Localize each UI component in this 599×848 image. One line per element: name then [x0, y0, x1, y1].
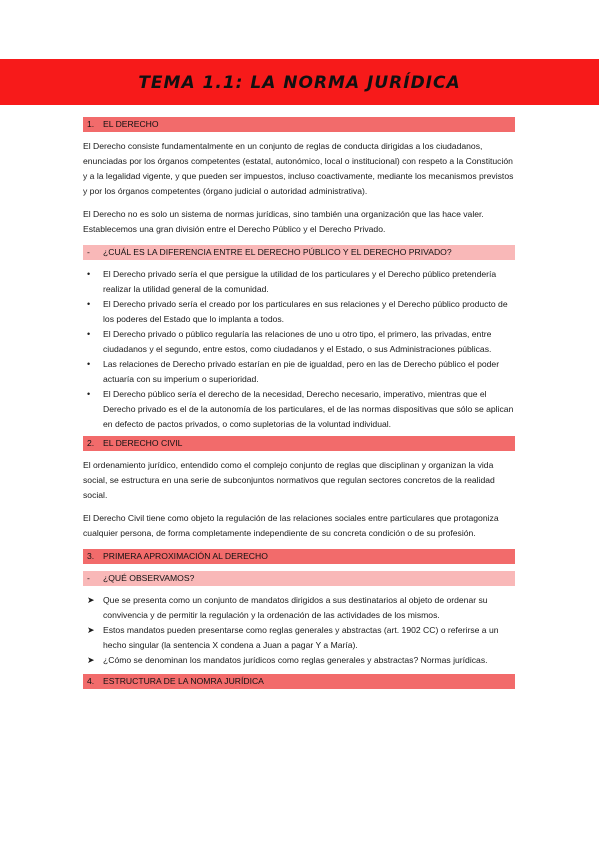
- bullet-icon: •: [87, 269, 91, 279]
- bullet-icon: •: [87, 359, 91, 369]
- bullet-icon: •: [87, 299, 91, 309]
- paragraph: El Derecho no es solo un sistema de normas jurídicas, sino también una organización que las hace valer. Establecemos una gran división entre el Derecho Público y el Derecho Privado.: [83, 209, 484, 234]
- paragraph: El ordenamiento jurídico, entendido como el complejo conjunto de reglas que disciplinan y organizan la vida social, se estructura en una serie de subconjuntos normativos que regulan sectores concretos de la realidad social.: [83, 460, 495, 500]
- document-body: [83, 117, 515, 696]
- list-item: ➤ Estos mandatos pueden presentarse como reglas generales y abstractas (art. 1902 CC) o referirse a un hecho singular (la sentencia X condena a Juan a pagar Y a María).: [87, 625, 499, 650]
- list-item: • El Derecho privado sería el que persigue la utilidad de los particulares y el Derecho público pretendería realizar la utilidad general de la comunidad.: [87, 269, 497, 294]
- section-heading-4: 4. ESTRUCTURA DE LA NOMRA JURÍDICA: [83, 674, 515, 689]
- section-heading-1: 1. EL DERECHO: [83, 117, 515, 132]
- section-heading-2: 2. EL DERECHO CIVIL: [83, 436, 515, 451]
- bullet-icon: •: [87, 389, 91, 399]
- section-heading-3: 3. PRIMERA APROXIMACIÓN AL DERECHO: [83, 549, 515, 564]
- list-item: • El Derecho privado o público regularía las relaciones de uno u otro tipo, el primero, las privadas, entre ciudadanos y el segundo, entre estos, como ciudadanos y el Estado, o sus Administraciones públicas.: [87, 329, 492, 354]
- paragraph: El Derecho Civil tiene como objeto la regulación de las relaciones sociales entre particulares que protagoniza cualquier persona, de forma completamente independiente de su concreta condición o de su profesión.: [83, 513, 499, 538]
- list-item: • El Derecho público sería el derecho de la necesidad, Derecho necesario, imperativo, mientras que el Derecho privado es el de la autonomía de los particulares, el de las normas dispositivas que sólo se aplican en defecto de pactos privados, o como supletorias de la voluntad individual.: [87, 389, 514, 429]
- arrow-bullet-icon: ➤: [87, 655, 95, 665]
- list-item: • Las relaciones de Derecho privado estarían en pie de igualdad, pero en las de Derecho público el poder actuaría con su imperium o superioridad.: [87, 359, 500, 384]
- paragraph: El Derecho consiste fundamentalmente en un conjunto de reglas de conducta dirigidas a los ciudadanos, enunciadas por los órganos competentes (estatal, autonómico, local o institucional) con respeto a la Constitución y a la legalidad vigente, y que pueden ser impuestos, incluso coactivamente, mediante los mecanismos previstos y por los órganos competentes (órgano judicial o autoridad administrativa).: [83, 141, 514, 196]
- bullet-list: [83, 267, 515, 432]
- page-title: TEMA 1.1: LA NORMA JURÍDICA: [138, 73, 461, 93]
- list-item: ➤ ¿Cómo se denominan los mandatos jurídicos como reglas generales y abstractas? Normas jurídicas.: [83, 653, 515, 668]
- list-item: • El Derecho privado sería el creado por los particulares en sus relaciones y el Derecho público producto de los poderes del Estado que lo implanta a todos.: [87, 299, 508, 324]
- subsection-heading-3: - ¿QUÉ OBSERVAMOS?: [83, 571, 515, 586]
- subsection-heading-1: - ¿CUÁL ES LA DIFERENCIA ENTRE EL DERECHO PÚBLICO Y EL DERECHO PRIVADO?: [83, 245, 515, 260]
- arrow-bullet-icon: ➤: [87, 595, 95, 605]
- bullet-icon: •: [87, 329, 91, 339]
- arrow-bullet-icon: ➤: [87, 625, 95, 635]
- arrow-list: [83, 593, 515, 668]
- list-item: ➤ Que se presenta como un conjunto de mandatos dirigidos a sus destinatarios al objeto de ordenar su convivencia y de permitir la regulación y la ordenación de las actividades de los mismos.: [87, 595, 488, 620]
